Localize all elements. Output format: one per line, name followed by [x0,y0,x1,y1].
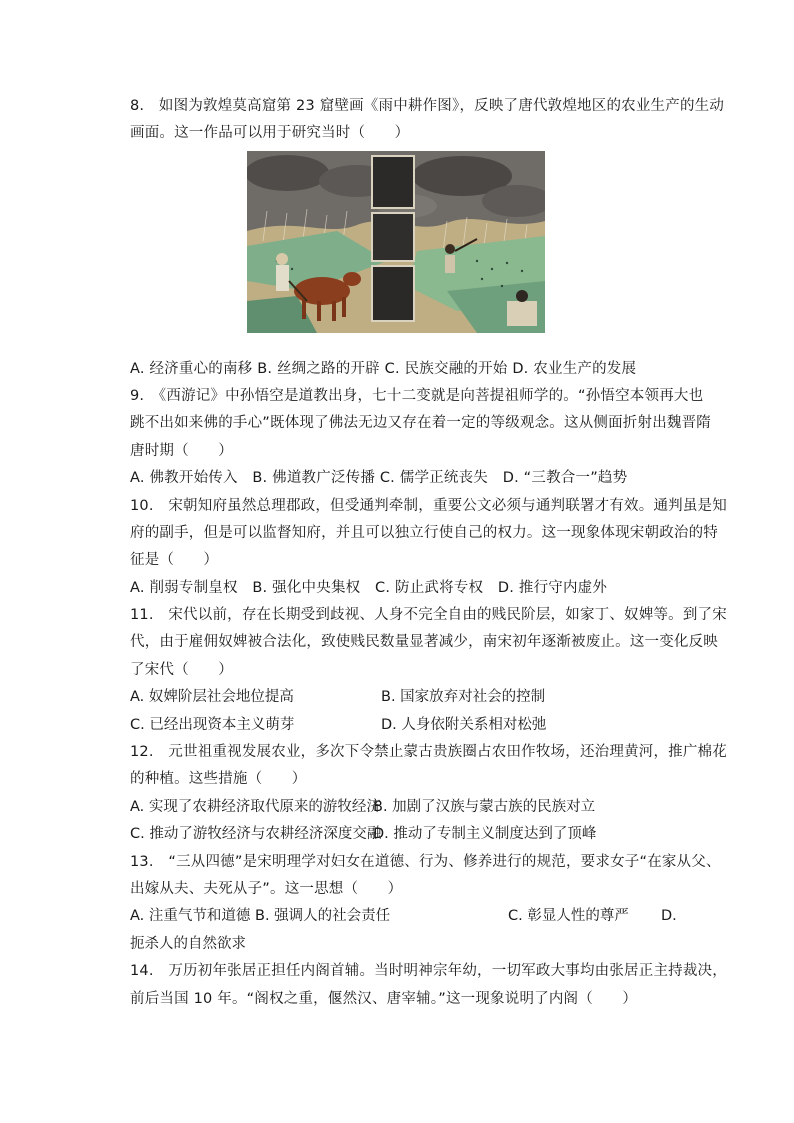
q9-line-1: 9. 《西游记》中孙悟空是道教出身，七十二变就是向菩提祖师学的。“孙悟空本领再大也 [130,388,704,404]
q11-option-c: C. 已经出现资本主义萌芽 [130,717,295,733]
q10-line-1: 10. 宋朝知府虽然总理郡政，但受通判牵制，重要公文必须与通判联署才有效。通判虽是知 [130,498,727,514]
q10-line-2: 府的副手，但是可以监督知府，并且可以独立行使自己的权力。这一现象体现宋朝政治的特 [130,525,718,541]
q11-option-d: D. 人身依附关系相对松弛 [381,717,547,733]
q8-options: A. 经济重心的南移 B. 丝绸之路的开辟 C. 民族交融的开始 D. 农业生产的发展 [130,361,637,377]
q12-option-c: C. 推动了游牧经济与农耕经济深度交融 [130,826,382,842]
q11-option-b: B. 国家放弃对社会的控制 [381,689,546,705]
q13-option-d-text: 扼杀人的自然欲求 [130,936,246,952]
q13-line-1: 13. “三从四德”是宋明理学对妇女在道德、行为、修养进行的规范，要求女子“在家从父、 [130,854,721,870]
q11-line-1: 11. 宋代以前，存在长期受到歧视、人身不完全自由的贱民阶层，如家丁、奴婢等。到了宋 [130,607,727,623]
q9-line-3: 唐时期（ ） [130,443,233,459]
q10-line-3: 征是（ ） [130,552,219,568]
q11-line-3: 了宋代（ ） [130,662,233,678]
q14-line-1: 14. 万历初年张居正担任内阁首辅。当时明神宗年幼，一切军政大事均由张居正主持裁决， [130,963,727,979]
q13-option-ab: A. 注重气节和道德 B. 强调人的社会责任 [130,908,391,924]
q8-line-1: 8. 如图为敦煌莫高窟第 23 窟壁画《雨中耕作图》，反映了唐代敦煌地区的农业生产的生动 [130,98,725,114]
q13-option-c: C. 彰显人性的尊严 [508,908,629,924]
q11-option-a: A. 奴婢阶层社会地位提高 [130,689,294,705]
q12-line-1: 12. 元世祖重视发展农业，多次下令禁止蒙古贵族圈占农田作牧场，还治理黄河，推广棉花 [130,744,727,760]
q10-options: A. 削弱专制皇权 B. 强化中央集权 C. 防止武将专权 D. 推行守内虚外 [130,580,608,596]
q12-option-b: B. 加剧了汉族与蒙古族的民族对立 [373,799,596,815]
mural-image [247,151,545,333]
q12-option-a: A. 实现了农耕经济取代原来的游牧经济 [130,799,381,815]
q12-option-d: D. 推动了专制主义制度达到了顶峰 [373,826,597,842]
q13-option-d: D. [661,908,677,924]
q9-options: A. 佛教开始传入 B. 佛道教广泛传播 C. 儒学正统丧失 D. “三教合一”趋势 [130,470,628,486]
q12-line-2: 的种植。这些措施（ ） [130,771,307,787]
q11-line-2: 代，由于雇佣奴婢被合法化，致使贱民数量显著减少，南宋初年逐渐被废止。这一变化反映 [130,634,718,650]
q9-line-2: 跳不出如来佛的手心”既体现了佛法无边又存在着一定的等级观念。这从侧面折射出魏晋隋 [130,415,712,431]
q14-line-2: 前后当国 10 年。“阁权之重，偃然汉、唐宰辅。”这一现象说明了内阁（ ） [130,991,638,1007]
q8-line-2: 画面。这一作品可以用于研究当时（ ） [130,125,410,141]
q13-line-2: 出嫁从夫、夫死从子”。这一思想（ ） [130,881,403,897]
